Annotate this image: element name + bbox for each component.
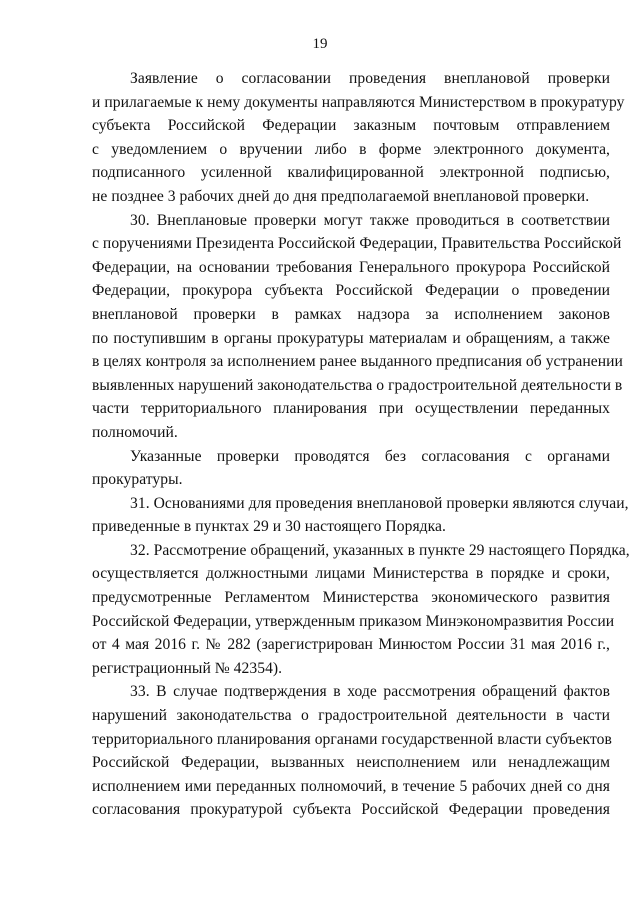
page-number: 19 <box>312 36 328 52</box>
text-line: 33. В случае подтверждения в ходе рассмотрения обращений фактов <box>130 683 610 701</box>
text-line: в целях контроля за исполнением ранее выданного предписания об устранении <box>92 353 623 371</box>
text-line: с поручениями Президента Российской Федерации, Правительства Российской <box>92 235 622 253</box>
text-line: осуществляется должностными лицами Министерства в порядке и сроки, <box>92 565 610 583</box>
text-line: субъекта Российской Федерации заказным почтовым отправлением <box>92 117 610 135</box>
text-line: территориального планирования органами государственной власти субъектов <box>92 730 612 748</box>
paragraph-p4 <box>92 492 629 539</box>
text-line: нарушений законодательства о градостроительной деятельности в части <box>92 707 610 725</box>
text-line: подписанного усиленной квалифицированной электронной подписью, <box>92 164 610 182</box>
text-line: 32. Рассмотрение обращений, указанных в пункте 29 настоящего Порядка, <box>130 541 630 559</box>
text-line: не позднее 3 рабочих дней до дня предполагаемой внеплановой проверки. <box>92 187 590 205</box>
paragraph-p3 <box>92 445 610 492</box>
text-line: выявленных нарушений законодательства о градостроительной деятельности в <box>92 376 623 394</box>
text-line: части территориального планирования при осуществлении переданных <box>92 400 610 418</box>
text-line: 31. Основаниями для проведения внеплановой проверки являются случаи, <box>130 494 629 512</box>
paragraph-p5 <box>92 539 630 681</box>
paragraph-p1 <box>92 67 625 209</box>
text-line: Заявление о согласовании проведения внеплановой проверки <box>130 70 610 87</box>
text-line: регистрационный № 42354). <box>92 659 283 677</box>
text-line: по поступившим в органы прокуратуры материалам и обращениям, а также <box>92 329 610 347</box>
text-line: Указанные проверки проводятся без согласования с органами <box>130 447 610 465</box>
text-line: приведенные в пунктах 29 и 30 настоящего Порядка. <box>92 518 446 536</box>
text-line: Российской Федерации, утвержденным приказом Минэкономразвития России <box>92 612 615 630</box>
text-line: предусмотренные Регламентом Министерства экономического развития <box>92 589 610 607</box>
paragraph-p2 <box>92 209 623 445</box>
text-line: от 4 мая 2016 г. № 282 (зарегистрирован Минюстом России 31 мая 2016 г., <box>92 636 610 654</box>
text-line: Федерации, прокурора субъекта Российской Федерации о проведении <box>92 282 610 300</box>
text-line: согласования прокуратурой субъекта Российской Федерации проведения <box>92 801 610 819</box>
paragraph-p6 <box>92 680 610 822</box>
text-line: с уведомлением о вручении либо в форме электронного документа, <box>92 140 610 158</box>
text-line: полномочий. <box>92 423 178 441</box>
text-line: внеплановой проверки в рамках надзора за исполнением законов <box>92 305 610 323</box>
text-line: 30. Внеплановые проверки могут также проводиться в соответствии <box>130 211 610 229</box>
text-line: Российской Федерации, вызванных неисполнением или ненадлежащим <box>92 754 610 772</box>
text-line: и прилагаемые к нему документы направляются Министерством в прокуратуру <box>92 93 625 111</box>
text-line: прокуратуры. <box>92 471 183 489</box>
document-body <box>92 67 630 822</box>
text-line: Федерации, на основании требования Генерального прокурора Российской <box>92 258 610 276</box>
text-line: исполнением ими переданных полномочий, в течение 5 рабочих дней со дня <box>92 777 610 795</box>
